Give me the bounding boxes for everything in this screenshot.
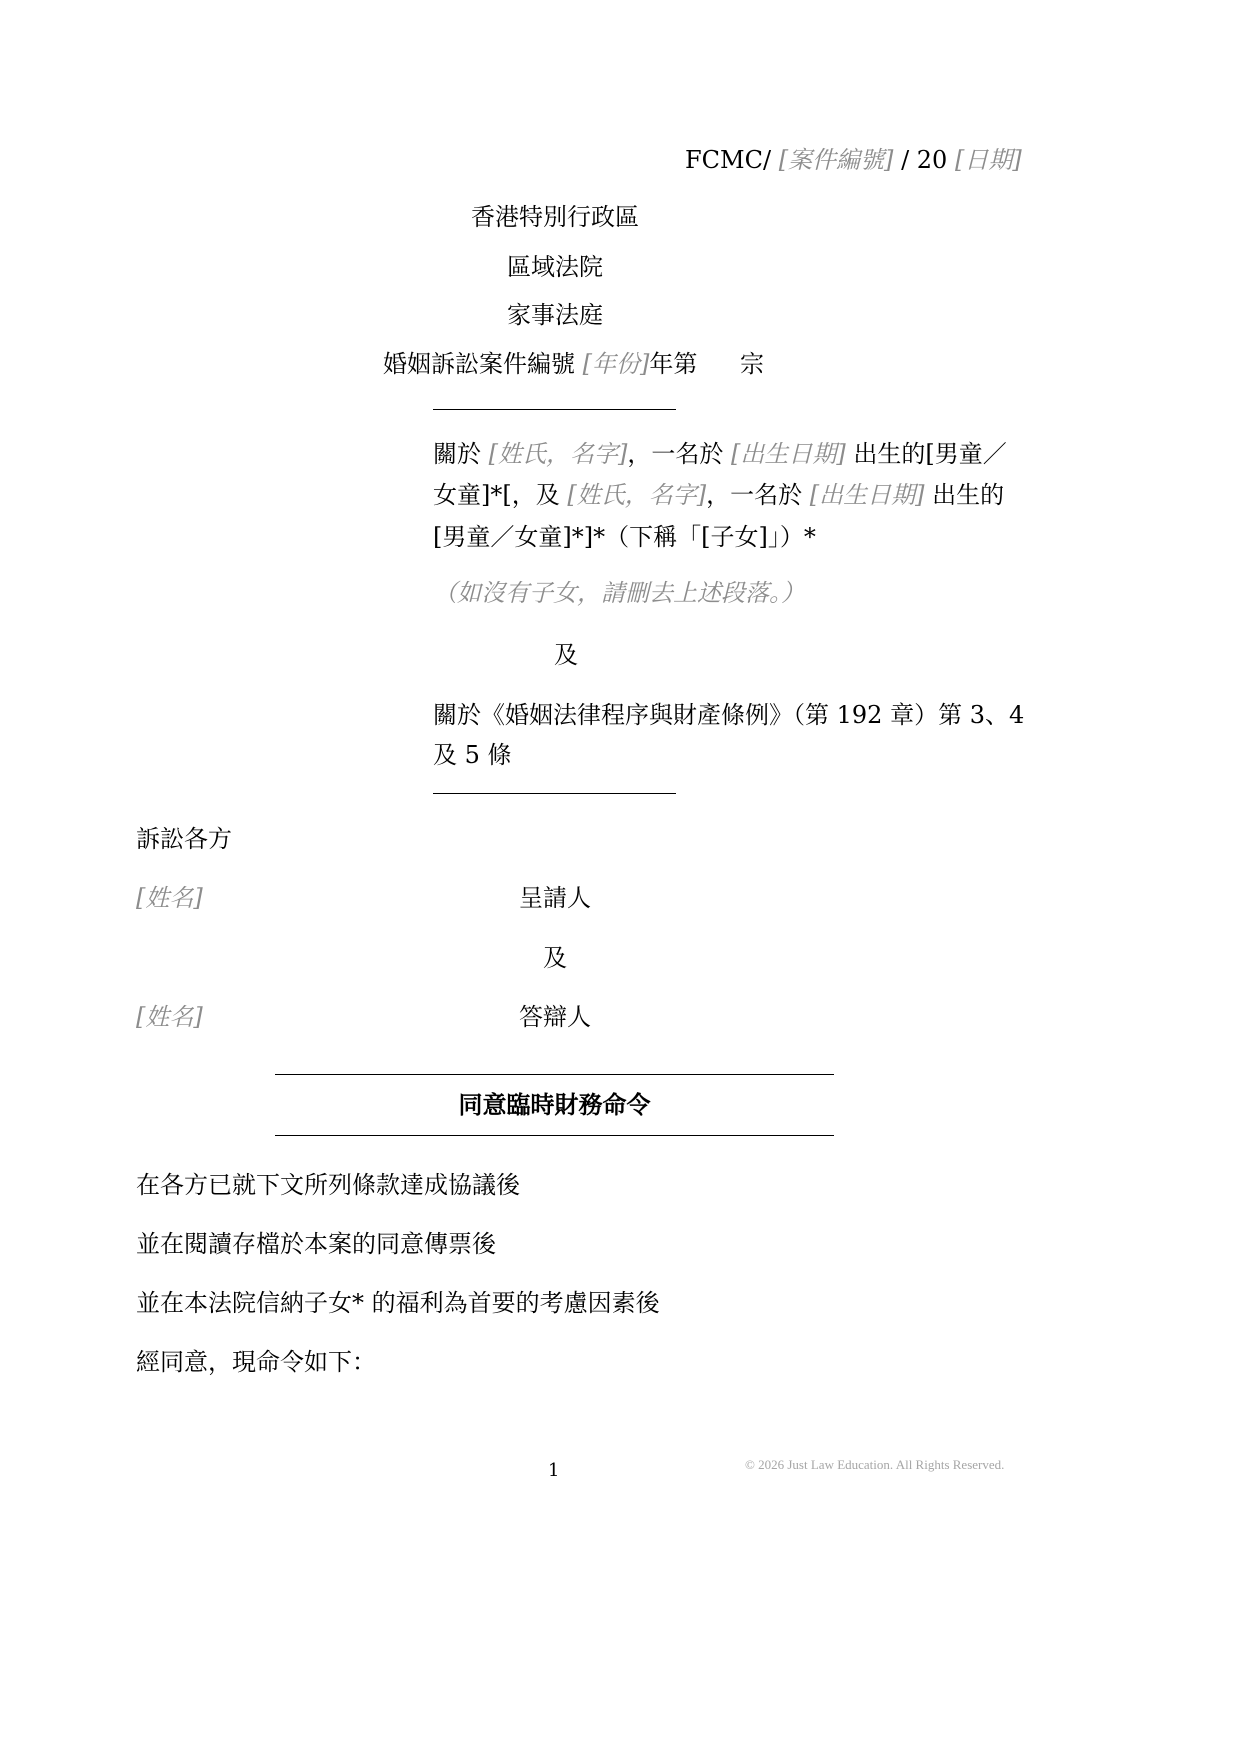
children-line-2: [433, 480, 1004, 510]
case-prefix: 婚姻訴訟案件編號: [383, 350, 575, 378]
and-connector-1: 及: [554, 641, 578, 669]
child-name-placeholder-2: [姓氏，名字]: [567, 481, 707, 509]
matrimonial-case-number: [383, 349, 697, 379]
court-line-2: 區域法院: [507, 253, 603, 281]
petitioner-name-placeholder: [姓名]: [136, 884, 203, 912]
title-rule-top: [275, 1074, 834, 1075]
year-placeholder: [年份]: [582, 350, 650, 378]
respondent-name-placeholder: [姓名]: [136, 1003, 203, 1031]
children-text: 女童]*[，及: [433, 481, 560, 509]
and-connector-2: 及: [543, 944, 567, 972]
ordinance-line-1: 關於《婚姻法律程序與財產條例》（第 192 章）第 3、4: [433, 701, 1025, 729]
recital-4: 經同意，現命令如下：: [136, 1348, 376, 1376]
page-number: 1: [548, 1460, 560, 1481]
delete-note: （如沒有子女，請刪去上述段落。）: [433, 579, 805, 607]
copyright-notice: © 2026 Just Law Education. All Rights Reserved.: [745, 1457, 1005, 1472]
child-name-placeholder-1: [姓氏，名字]: [488, 440, 628, 468]
petitioner-label: 呈請人: [519, 884, 591, 912]
title-rule-bottom: [275, 1135, 834, 1136]
children-text: ，一名於: [706, 481, 803, 509]
court-line-1: 香港特別行政區: [471, 203, 639, 231]
parties-heading: 訴訟各方: [136, 825, 232, 853]
date-placeholder: [日期]: [954, 146, 1022, 174]
case-end: 宗: [740, 350, 764, 378]
court-line-3: 家事法庭: [507, 301, 603, 329]
case-ref-prefix: FCMC/: [685, 146, 772, 174]
case-ref-separator: / 20: [901, 146, 948, 174]
recital-3: 並在本法院信納子女* 的福利為首要的考慮因素後: [136, 1289, 660, 1317]
divider-2: [433, 793, 676, 794]
recital-1: 在各方已就下文所列條款達成協議後: [136, 1171, 520, 1199]
children-text: 關於: [433, 440, 481, 468]
recital-2: 並在閱讀存檔於本案的同意傳票後: [136, 1230, 496, 1258]
children-text: ，一名於: [627, 440, 724, 468]
case-suffix: 年第: [649, 350, 698, 378]
children-line-1: [433, 439, 1007, 469]
case-reference: [685, 145, 1022, 175]
children-text: 出生的: [932, 481, 1005, 509]
divider-1: [433, 409, 676, 410]
child-dob-placeholder-2: [出生日期]: [809, 481, 925, 509]
children-line-3: [男童／女童]*]*（下稱「[子女]」）*: [433, 523, 816, 551]
child-dob-placeholder-1: [出生日期]: [731, 440, 846, 468]
respondent-label: 答辯人: [519, 1003, 591, 1031]
ordinance-line-2: 及 5 條: [433, 741, 512, 769]
children-text: 出生的[男童／: [853, 440, 1007, 468]
order-title: 同意臨時財務命令: [458, 1090, 651, 1119]
case-number-placeholder: [案件編號]: [778, 146, 894, 174]
